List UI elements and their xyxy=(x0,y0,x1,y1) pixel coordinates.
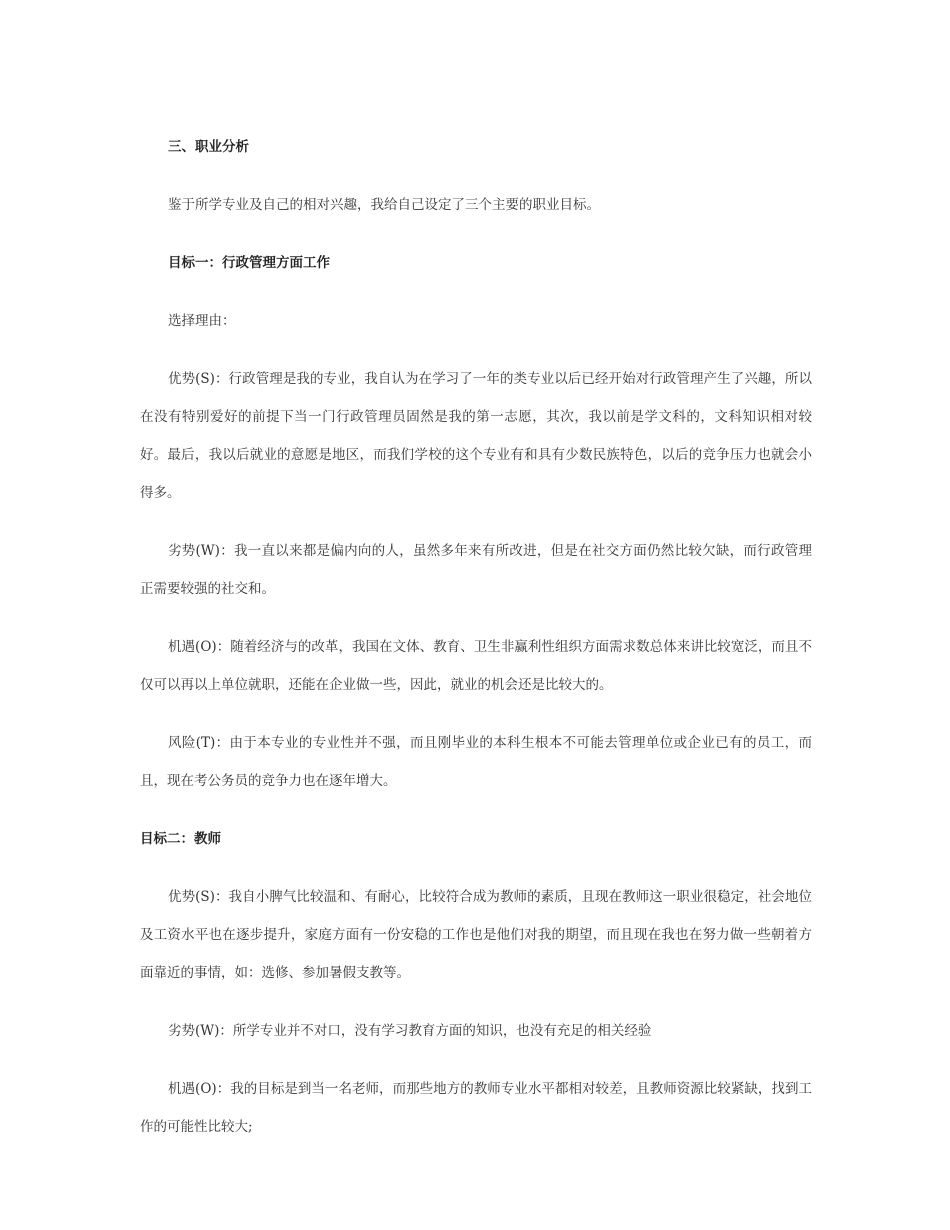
goal-two-heading: 目标二：教师 xyxy=(140,831,221,847)
document-page xyxy=(140,128,812,1166)
section-heading-career-analysis: 三、职业分析 xyxy=(168,139,249,155)
goal-one-heading: 目标一：行政管理方面工作 xyxy=(168,255,330,271)
goal-two-strengths: 优势(S)：我自小脾气比较温和、有耐心，比较符合成为教师的素质，且现在教师这一职业很稳定，社会地位及工资水平也在逐步提升，家庭方面有一份安稳的工作也是他们对我的期望，而且现在我也在努力做一些朝着方面靠近的事情，如：选修、参加暑假支教等。 xyxy=(140,889,812,981)
goal-one-weaknesses: 劣势(W)：我一直以来都是偏内向的人，虽然多年来有所改进，但是在社交方面仍然比较欠缺，而行政管理正需要较强的社交和。 xyxy=(140,543,812,597)
intro-paragraph: 鉴于所学专业及自己的相对兴趣，我给自己设定了三个主要的职业目标。 xyxy=(168,197,600,213)
goal-one-opportunities: 机遇(O)：随着经济与的改革，我国在文体、教育、卫生非赢利性组织方面需求数总体来讲比较宽泛，而且不仅可以再以上单位就职，还能在企业做一些，因此，就业的机会还是比较大的。 xyxy=(140,639,812,693)
goal-one-threats: 风险(T)：由于本专业的专业性并不强，而且刚毕业的本科生根本不可能去管理单位或企业已有的员工，而且，现在考公务员的竞争力也在逐年增大。 xyxy=(140,735,812,789)
reason-label: 选择理由： xyxy=(168,313,236,329)
goal-one-strengths: 优势(S)：行政管理是我的专业，我自认为在学习了一年的类专业以后已经开始对行政管理产生了兴趣，所以在没有特别爱好的前提下当一门行政管理员固然是我的第一志愿，其次，我以前是学文科的，文科知识相对较好。最后，我以后就业的意愿是地区，而我们学校的这个专业有和具有少数民族特色，以后的竞争压力也就会小得多。 xyxy=(140,371,812,501)
goal-two-opportunities: 机遇(O)：我的目标是到当一名老师，而那些地方的教师专业水平都相对较差，且教师资源比较紧缺，找到工作的可能性比较大; xyxy=(140,1081,812,1135)
goal-two-weaknesses: 劣势(W)：所学专业并不对口，没有学习教育方面的知识，也没有充足的相关经验 xyxy=(168,1023,652,1039)
